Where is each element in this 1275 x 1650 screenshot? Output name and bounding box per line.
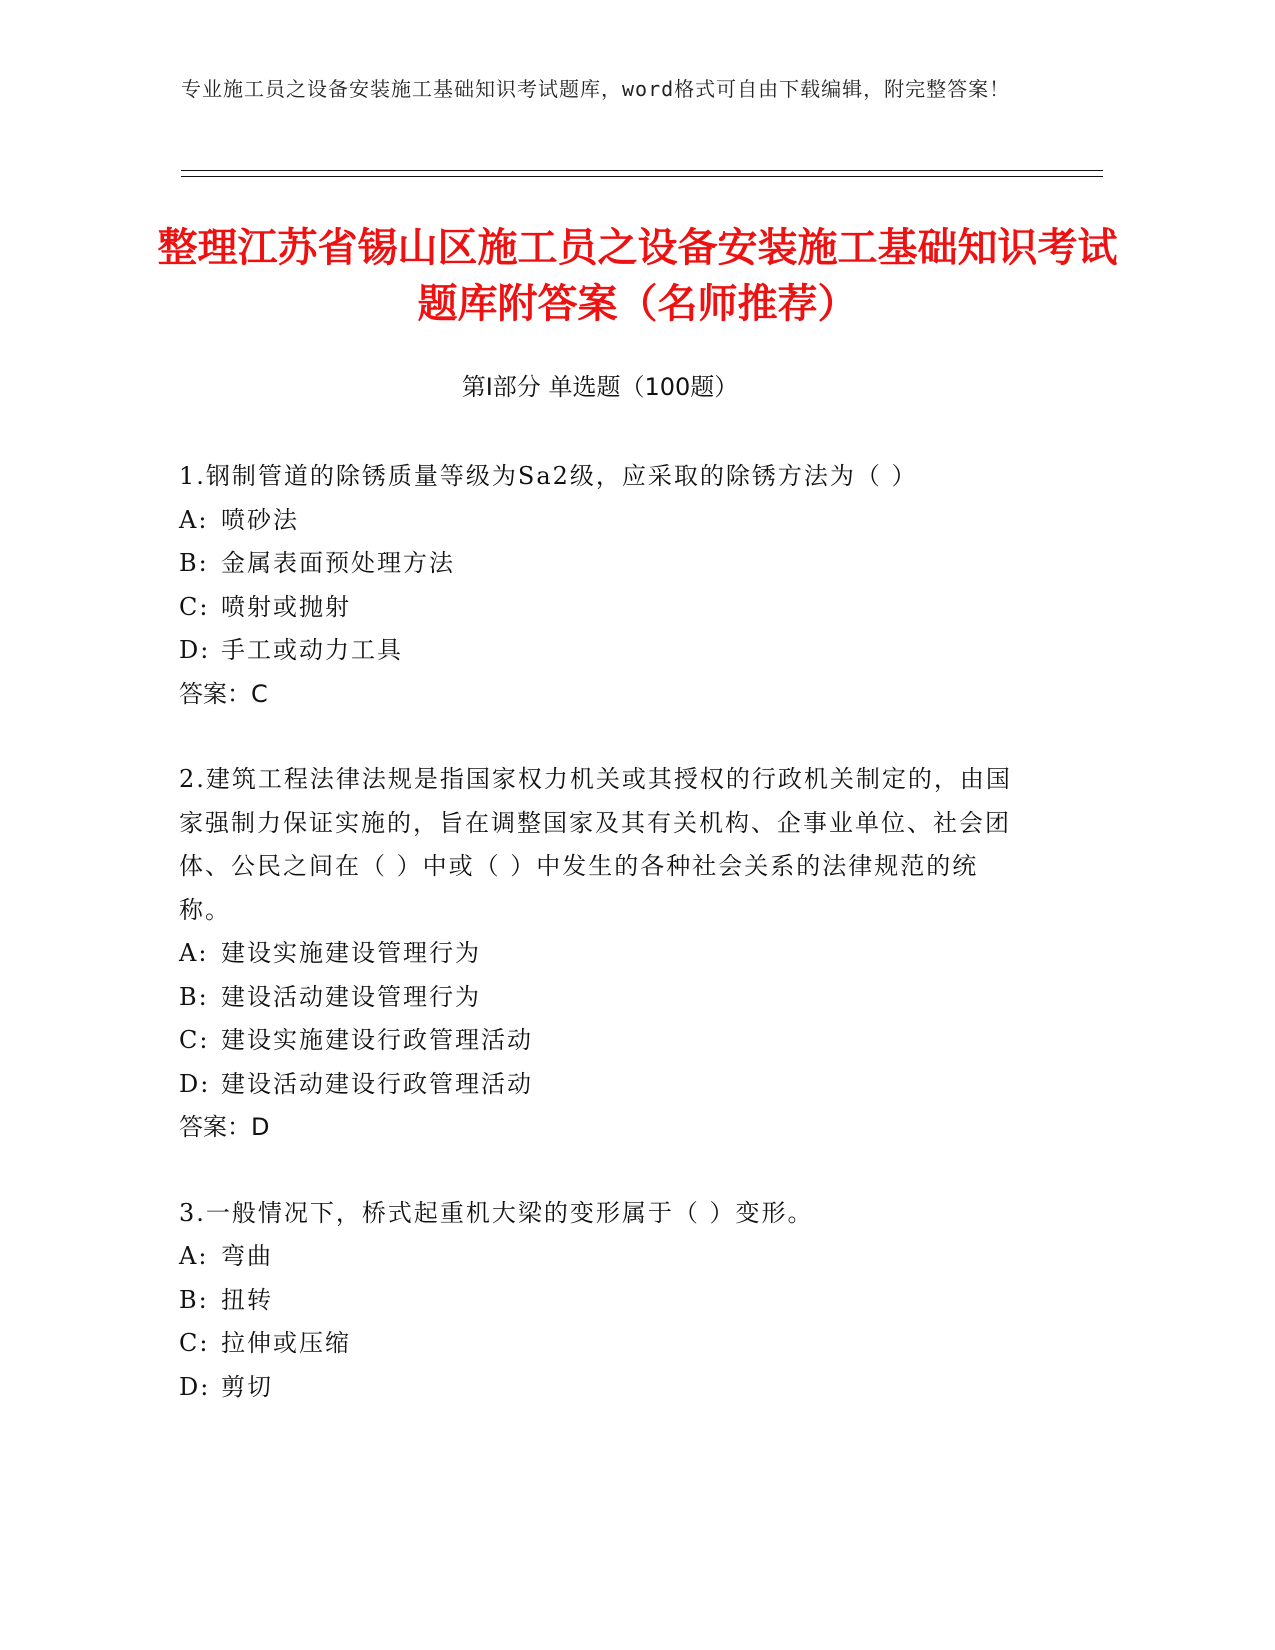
option-a	[179, 1235, 1019, 1279]
document-title: 整理江苏省锡山区施工员之设备安装施工基础知识考试题库附答案（名师推荐）	[157, 225, 1118, 327]
option-text: 喷射或抛射	[221, 592, 351, 621]
option-key: B:	[179, 982, 209, 1011]
option-key: D:	[179, 636, 211, 664]
option-text: 建设实施建设管理行为	[221, 939, 481, 967]
question-list	[179, 455, 1019, 1451]
answer: 答案：D	[179, 1113, 270, 1141]
question-1	[179, 455, 1019, 716]
option-text: 建设活动建设管理行为	[221, 982, 481, 1011]
option-key: A:	[179, 939, 209, 967]
option-text: 拉伸或压缩	[221, 1329, 351, 1357]
option-text: 建设活动建设行政管理活动	[221, 1069, 533, 1098]
option-c	[179, 586, 1019, 630]
option-c	[179, 1019, 1019, 1063]
header-rule-bottom	[181, 176, 1103, 177]
option-a	[179, 499, 1019, 543]
option-c	[179, 1322, 1019, 1366]
question-stem: 3.一般情况下，桥式起重机大梁的变形属于（ ）变形。	[179, 1198, 814, 1227]
question-2	[179, 758, 1019, 1150]
question-stem: 2.建筑工程法律法规是指国家权力机关或其授权的行政机关制定的，由国家强制力保证实施的，旨在调整国家及其有关机构、企事业单位、社会团体、公民之间在（ ）中或（ ）中发生的各种社会关系的法律规范的统称。	[179, 765, 1012, 924]
option-text: 剪切	[221, 1372, 273, 1401]
option-text: 弯曲	[221, 1242, 273, 1270]
option-d	[179, 629, 1019, 673]
option-b	[179, 1279, 1019, 1323]
answer: 答案：C	[179, 679, 268, 708]
option-b	[179, 976, 1019, 1020]
option-key: C:	[179, 1329, 210, 1357]
option-text: 金属表面预处理方法	[221, 549, 455, 577]
option-key: B:	[179, 1285, 209, 1314]
question-3	[179, 1192, 1019, 1410]
option-key: D:	[179, 1069, 211, 1098]
option-key: A:	[179, 505, 209, 534]
option-text: 扭转	[221, 1285, 273, 1314]
option-text: 建设实施建设行政管理活动	[221, 1026, 533, 1054]
option-a	[179, 932, 1019, 976]
option-d	[179, 1063, 1019, 1107]
option-key: C:	[179, 1026, 210, 1054]
header-note: 专业施工员之设备安装施工基础知识考试题库，word格式可自由下载编辑，附完整答案！	[181, 77, 1011, 101]
question-stem: 1.钢制管道的除锈质量等级为Sa2级，应采取的除锈方法为（ ）	[179, 462, 918, 490]
option-key: A:	[179, 1242, 209, 1270]
option-d	[179, 1366, 1019, 1410]
option-text: 手工或动力工具	[221, 636, 403, 664]
header-rule-top	[181, 170, 1103, 171]
option-b	[179, 542, 1019, 586]
option-key: B:	[179, 549, 209, 577]
section-title: 第Ⅰ部分 单选题（100题）	[461, 373, 739, 401]
option-key: D:	[179, 1372, 211, 1401]
option-key: C:	[179, 592, 210, 621]
option-text: 喷砂法	[221, 505, 299, 534]
